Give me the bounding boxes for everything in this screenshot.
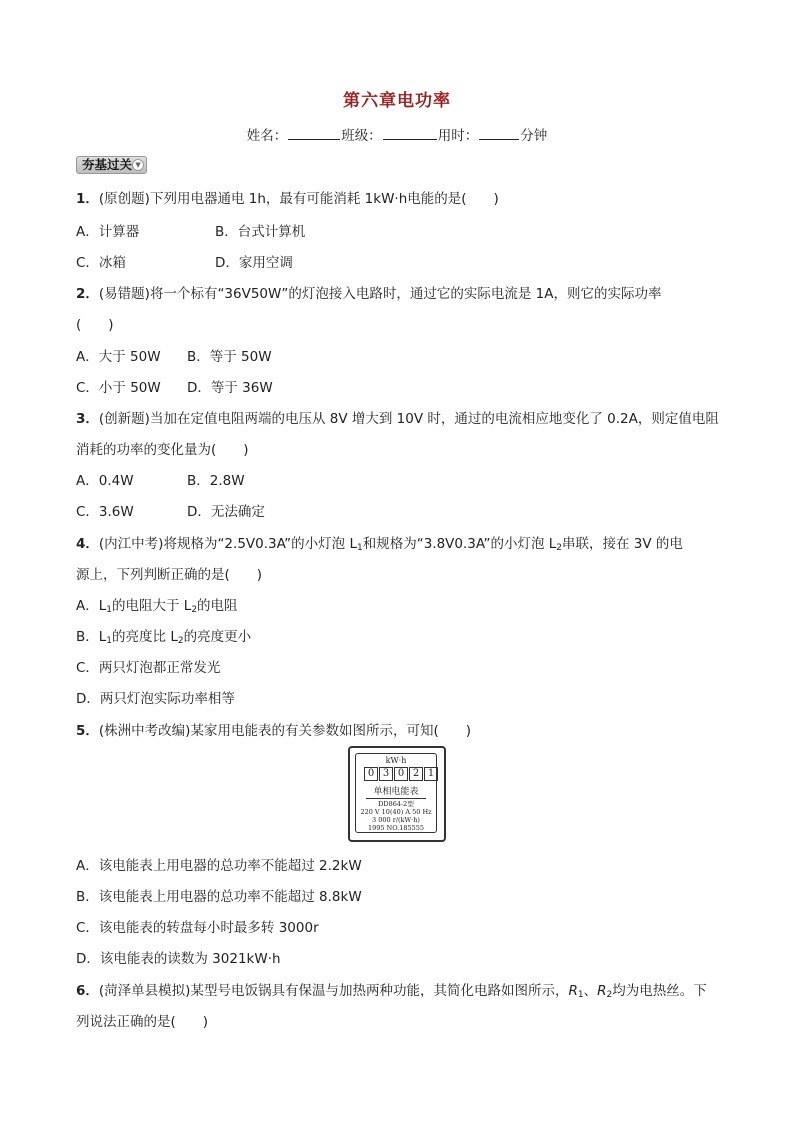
subscript: 1 xyxy=(106,605,112,615)
student-info-line xyxy=(0,124,794,144)
question-text-part: (菏泽单县模拟)某型号电饭锅具有保温与加热两种功能，其简化电路如图所示， xyxy=(98,983,569,999)
question-4-option-c: C．两只灯泡都正常发光 xyxy=(76,660,221,676)
option-c: C．冰箱 xyxy=(76,255,126,271)
section-label: 夯基过关 xyxy=(82,157,133,172)
question-3 xyxy=(76,407,719,427)
minute-label: 分钟 xyxy=(520,128,548,144)
option-a: A．0.4W xyxy=(76,473,134,489)
subscript: 2 xyxy=(556,543,562,553)
option-c: C．3.6W xyxy=(76,504,134,520)
section-badge xyxy=(76,156,147,174)
meter-model: DD864-2型 xyxy=(378,800,414,808)
question-4-cont: 源上，下列判断正确的是( ) xyxy=(76,567,263,583)
time-blank xyxy=(479,127,519,140)
question-text-part: 和规格为“3.8V0.3A”的小灯泡 L xyxy=(362,536,557,552)
question-6-cont: 列说法正确的是( ) xyxy=(76,1014,209,1030)
subscript: 1 xyxy=(356,543,363,553)
question-number: 4． xyxy=(76,536,99,552)
meter-digit: 0 xyxy=(394,767,408,781)
subscript: 1 xyxy=(577,990,584,1000)
subscript: 2 xyxy=(191,605,198,615)
question-2 xyxy=(76,282,661,302)
question-text-part: 均为电热丝。下 xyxy=(612,983,707,999)
question-2-cont: ( ) xyxy=(76,317,114,333)
option-c: C．小于 50W xyxy=(76,380,161,396)
question-2-options-cd xyxy=(76,376,273,396)
meter-digits xyxy=(364,767,439,781)
meter-digit: 2 xyxy=(409,767,423,781)
name-label: 姓名： xyxy=(246,128,288,144)
question-6 xyxy=(76,979,707,1000)
question-text: (原创题)下列用电器通电 1h，最有可能消耗 1kW·h电能的是( ) xyxy=(98,191,499,207)
question-4-option-a xyxy=(76,594,238,615)
question-3-cont: 消耗的功率的变化量为( ) xyxy=(76,442,249,458)
option-b: B．等于 50W xyxy=(187,349,272,365)
question-number: 1． xyxy=(76,191,99,207)
option-text: 的亮度更小 xyxy=(183,629,252,645)
question-number: 2． xyxy=(76,286,99,302)
question-5 xyxy=(76,719,471,739)
arrow-down-icon: ▼ xyxy=(132,159,144,171)
question-5-option-d: D．该电能表的读数为 3021kW·h xyxy=(76,951,281,967)
meter-digit: 3 xyxy=(379,767,393,781)
meter-spec: 220 V 10(40) A 50 Hz xyxy=(360,808,432,816)
variable-r: R xyxy=(597,983,607,999)
meter-digit: 1 xyxy=(424,767,438,781)
meter-face xyxy=(355,753,437,833)
option-d: D．家用空调 xyxy=(215,255,293,271)
question-4 xyxy=(76,532,683,553)
question-text-part: (内江中考)将规格为“2.5V0.3A”的小灯泡 L xyxy=(98,536,357,552)
question-text: (株洲中考改编)某家用电能表的有关参数如图所示，可知( ) xyxy=(98,723,471,739)
question-text: (创新题)当加在定值电阻两端的电压从 8V 增大到 10V 时，通过的电流相应地变化了 0.2A，则定值电阻 xyxy=(98,411,719,427)
name-blank xyxy=(288,127,340,140)
subscript: 2 xyxy=(606,990,613,1000)
question-1 xyxy=(76,187,499,207)
option-text: 的亮度比 L xyxy=(112,629,178,645)
meter-rev: 3 000 r/(kW·h) xyxy=(372,816,420,824)
option-b: B．2.8W xyxy=(187,473,245,489)
time-label: 用时： xyxy=(437,128,479,144)
question-1-options-cd xyxy=(76,251,293,271)
option-d: D．无法确定 xyxy=(187,504,265,520)
separator: 、 xyxy=(583,983,598,999)
option-text: A．L xyxy=(76,598,107,614)
question-3-options-cd xyxy=(76,500,265,520)
question-5-option-a: A．该电能表上用电器的总功率不能超过 2.2kW xyxy=(76,858,362,874)
option-text: 的电阻 xyxy=(197,598,238,614)
question-5-option-c: C．该电能表的转盘每小时最多转 3000r xyxy=(76,920,319,936)
variable-r: R xyxy=(568,983,578,999)
option-b: B．台式计算机 xyxy=(215,224,306,240)
question-4-option-b xyxy=(76,625,251,646)
option-text: 的电阻大于 L xyxy=(112,598,192,614)
subscript: 2 xyxy=(177,636,184,646)
electric-meter-figure xyxy=(348,746,446,842)
question-1-options-ab xyxy=(76,220,306,240)
question-text-part: 串联，接在 3V 的电 xyxy=(562,536,683,552)
subscript: 1 xyxy=(106,636,113,646)
meter-digit: 0 xyxy=(364,767,378,781)
meter-name: 单相电能表 xyxy=(373,787,419,797)
question-2-options-ab xyxy=(76,345,272,365)
option-d: D．等于 36W xyxy=(187,380,273,396)
question-5-option-b: B．该电能表上用电器的总功率不能超过 8.8kW xyxy=(76,889,362,905)
option-a: A．计算器 xyxy=(76,224,140,240)
question-text: (易错题)将一个标有“36V50W”的灯泡接入电路时，通过它的实际电流是 1A，则它的实际功率 xyxy=(98,286,662,302)
question-4-option-d: D．两只灯泡实际功率相等 xyxy=(76,691,235,707)
question-number: 5． xyxy=(76,723,99,739)
question-number: 3． xyxy=(76,411,99,427)
class-blank xyxy=(383,127,437,140)
question-3-options-ab xyxy=(76,469,245,489)
option-a: A．大于 50W xyxy=(76,349,161,365)
chapter-title: 第六章电功率 xyxy=(343,91,451,111)
question-number: 6． xyxy=(76,983,99,999)
class-label: 班级： xyxy=(341,128,382,144)
meter-unit: kW·h xyxy=(385,756,407,765)
meter-serial: 1995 NO.185555 xyxy=(367,824,425,832)
option-text: B．L xyxy=(76,629,107,645)
